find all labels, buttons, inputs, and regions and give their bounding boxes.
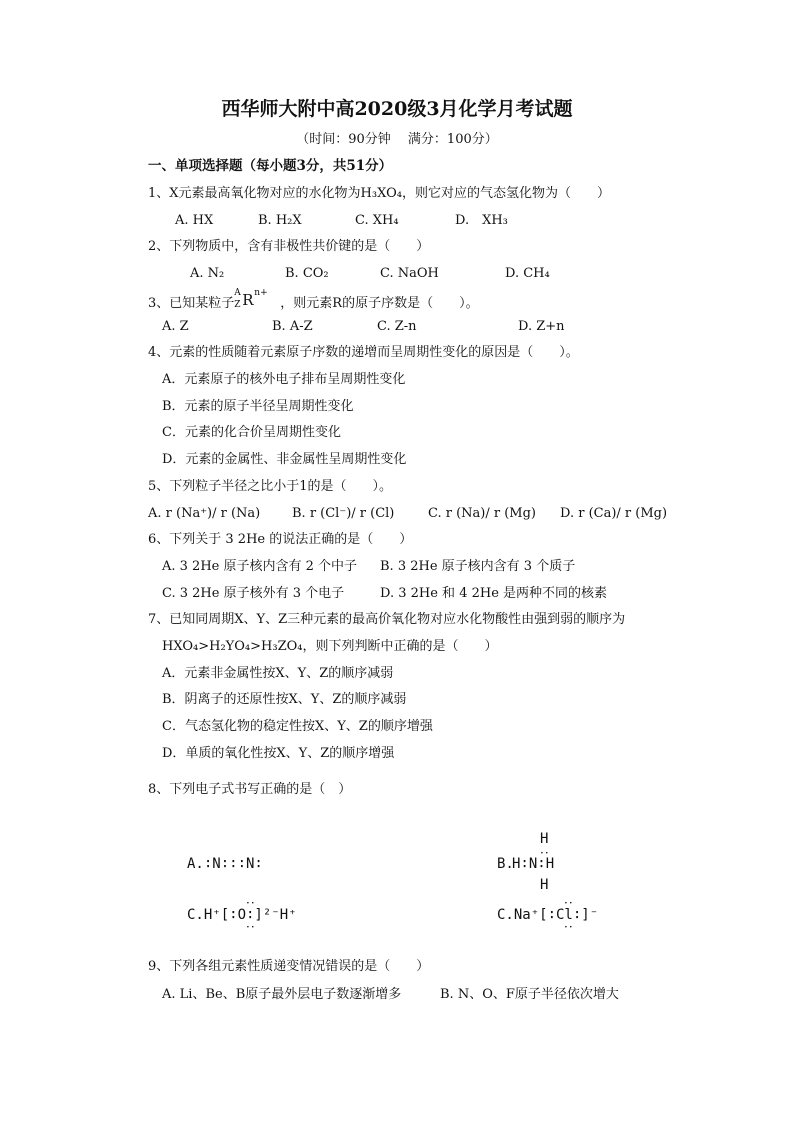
question-9-stem: 9、下列各组元素性质递变情况错误的是（ ） — [148, 959, 430, 974]
question-1-option-b: B. H₂X — [258, 213, 302, 228]
question-1-option-c: C. XH₄ — [355, 213, 399, 228]
question-6-option-c: C. 3 2He 原子核外有 3 个电子 — [162, 586, 345, 601]
question-2-option-b: B. CO₂ — [285, 266, 329, 281]
question-7-option-d: D．单质的氧化性按X、Y、Z的顺序增强 — [162, 746, 395, 761]
question-7-option-b: B．阴离子的还原性按X、Y、Z的顺序减弱 — [162, 692, 407, 707]
nuclide-element: R — [242, 291, 254, 309]
nuclide-charge: n+ — [254, 288, 268, 298]
question-9-option-a: A. Li、Be、B原子最外层电子数逐渐增多 — [162, 987, 402, 1002]
question-2-option-c: C. NaOH — [380, 266, 439, 281]
question-8-stem: 8、下列电子式书写正确的是（ ） — [148, 782, 352, 797]
question-3-option-b: B. A-Z — [272, 319, 313, 334]
question-6-option-d: D. 3 2He 和 4 2He 是两种不同的核素 — [380, 586, 608, 601]
question-3-option-c: C. Z-n — [377, 319, 417, 334]
lewis-dots-d-bottom: ·· — [564, 920, 574, 934]
exam-title: 西华师大附中高2020级3月化学月考试题 — [221, 98, 573, 120]
question-7-option-a: A．元素非金属性按X、Y、Z的顺序减弱 — [162, 666, 394, 681]
nuclide-atomic-number: Z — [234, 300, 241, 310]
question-4-option-a: A．元素原子的核外电子排布呈周期性变化 — [162, 372, 406, 387]
question-8-option-b-label: B. — [497, 856, 514, 872]
question-5-option-b: B. r (Cl⁻)/ r (Cl) — [292, 506, 395, 521]
question-8-option-c-lewis: C.H⁺[∶O∶]²⁻H⁺ — [187, 907, 297, 923]
question-5-option-d: D. r (Ca)/ r (Mg) — [560, 506, 668, 521]
question-6-option-a: A. 3 2He 原子核内含有 2 个中子 — [162, 559, 358, 574]
question-1-option-d: D. XH₃ — [455, 213, 508, 228]
question-4-option-c: C．元素的化合价呈周期性变化 — [162, 425, 341, 440]
question-3-stem-post: ，则元素R的原子序数是（ ）。 — [280, 296, 479, 311]
question-5-option-c: C. r (Na)/ r (Mg) — [428, 506, 536, 521]
question-8-option-b-h-top: H — [540, 831, 549, 847]
question-6-option-b: B. 3 2He 原子核内含有 3 个质子 — [380, 559, 576, 574]
question-8-option-b-h-bottom: H — [540, 877, 549, 893]
question-1-stem: 1、X元素最高氧化物对应的水化物为H₃XO₄，则它对应的气态氢化物为（ ） — [148, 186, 610, 201]
question-5-stem: 5、下列粒子半径之比小于1的是（ ）。 — [148, 479, 393, 494]
question-9-option-b: B. N、O、F原子半径依次增大 — [440, 987, 619, 1002]
question-3-stem — [148, 288, 479, 311]
question-4-option-b: B．元素的原子半径呈周期性变化 — [162, 399, 354, 414]
lewis-dots-c-bottom: ·· — [246, 920, 256, 934]
question-7-option-c: C．气态氢化物的稳定性按X、Y、Z的顺序增强 — [162, 719, 433, 734]
question-2-option-d: D. CH₄ — [505, 266, 550, 281]
question-4-option-d: D．元素的金属性、非金属性呈周期性变化 — [162, 452, 407, 467]
lewis-dots-d-top: ·· — [564, 896, 574, 910]
question-2-option-a: A. N₂ — [190, 266, 225, 281]
question-5-option-a: A. r (Na⁺)/ r (Na) — [148, 506, 261, 521]
question-4-stem: 4、元素的性质随着元素原子序数的递增而呈周期性变化的原因是（ ）。 — [148, 345, 579, 360]
question-3-stem-pre: 3、已知某粒子 — [148, 296, 235, 311]
question-1-option-a: A. HX — [175, 213, 214, 228]
question-8-option-d-lewis: C.Na⁺[∶Cl∶]⁻ — [497, 907, 599, 923]
question-3-option-a: A. Z — [162, 319, 189, 334]
question-8-option-a-lewis: A.∶N∶∶∶N∶ — [187, 856, 263, 872]
question-7-stem-line-2: HXO₄>H₂YO₄>H₃ZO₄，则下列判断中正确的是（ ） — [162, 639, 498, 654]
question-6-stem: 6、下列关于 3 2He 的说法正确的是（ ） — [148, 532, 413, 547]
question-3-option-d: D. Z+n — [518, 319, 565, 334]
question-7-stem: 7、已知同周期X、Y、Z三种元素的最高价氧化物对应水化物酸性由强到弱的顺序为 — [148, 612, 626, 627]
lewis-dots-b-top: ·· — [540, 846, 550, 860]
section-heading: 一、单项选择题（每小题3分，共51分） — [148, 158, 393, 174]
exam-subtitle: （时间：90分钟 满分：100分） — [296, 132, 498, 147]
question-2-stem: 2、下列物质中，含有非极性共价键的是（ ） — [148, 239, 430, 254]
question-8-option-b-lewis: H∶N∶H — [512, 856, 555, 872]
nuclide-symbol — [234, 288, 280, 311]
lewis-dots-c-top: ·· — [246, 896, 256, 910]
nuclide-mass-number: A — [234, 288, 241, 298]
